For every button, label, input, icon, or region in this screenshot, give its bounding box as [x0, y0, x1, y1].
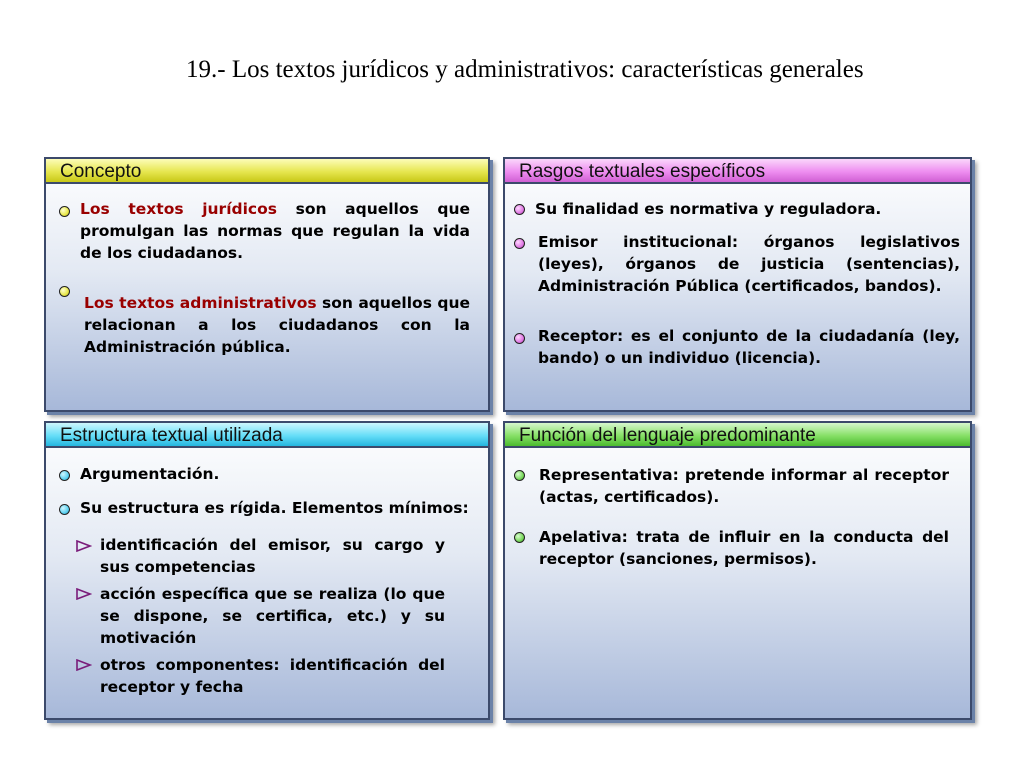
- bullet-icon: [59, 286, 70, 297]
- arrow-bullet-icon: [76, 588, 92, 600]
- estructura-subitem: acción específica que se realiza (lo que se dispone, se certifica, etc.) y su motivación: [100, 585, 445, 647]
- estructura-subitem: identificación del emisor, su cargo y sus competencias: [100, 536, 445, 576]
- administrativos-definition: son aquellos que relacionan a los ciudadanos con la Administración pública.: [84, 294, 470, 356]
- bullet-icon: [514, 333, 525, 344]
- funcion-item: Apelativa: trata de influir en la conducta del receptor (sanciones, permisos).: [539, 528, 949, 568]
- juridicos-definition: son aquellos que promulgan las normas que regulan la vida de los ciudadanos.: [80, 200, 471, 262]
- arrow-bullet-icon: [76, 659, 92, 671]
- estructura-panel: [44, 421, 490, 720]
- concepto-item-administrativos: [84, 292, 470, 358]
- concepto-panel: [44, 157, 490, 412]
- estructura-subitem: otros componentes: identificación del receptor y fecha: [100, 656, 445, 696]
- rasgos-header: Rasgos textuales específicos: [505, 159, 970, 184]
- arrow-bullet-icon: [76, 540, 92, 552]
- rasgos-panel: [503, 157, 972, 412]
- bullet-icon: [514, 532, 525, 543]
- bullet-icon: [59, 504, 70, 515]
- slide-title: 19.- Los textos jurídicos y administrativos: características generales: [186, 56, 864, 83]
- estructura-item: Argumentación.: [80, 465, 220, 483]
- bullet-icon: [59, 206, 70, 217]
- concepto-item-juridicos: [80, 198, 470, 264]
- rasgos-item: Su finalidad es normativa y reguladora.: [535, 200, 882, 218]
- funcion-item: Representativa: pretende informar al receptor (actas, certificados).: [539, 466, 949, 506]
- rasgos-item: Receptor: es el conjunto de la ciudadanía (ley, bando) o un individuo (licencia).: [538, 327, 960, 367]
- estructura-item: Su estructura es rígida. Elementos mínimos:: [80, 499, 469, 517]
- administrativos-term: Los textos administrativos: [84, 294, 317, 312]
- bullet-icon: [59, 470, 70, 481]
- bullet-icon: [514, 470, 525, 481]
- funcion-header: Función del lenguaje predominante: [505, 423, 970, 448]
- juridicos-term: Los textos jurídicos: [80, 200, 277, 218]
- funcion-panel: [503, 421, 972, 720]
- rasgos-item: Emisor institucional: órganos legislativos (leyes), órganos de justicia (sentencias), Administración Pública (certificados, bandos).: [538, 233, 960, 295]
- concepto-header: Concepto: [46, 159, 488, 184]
- estructura-header: Estructura textual utilizada: [46, 423, 488, 448]
- bullet-icon: [514, 238, 525, 249]
- bullet-icon: [514, 204, 525, 215]
